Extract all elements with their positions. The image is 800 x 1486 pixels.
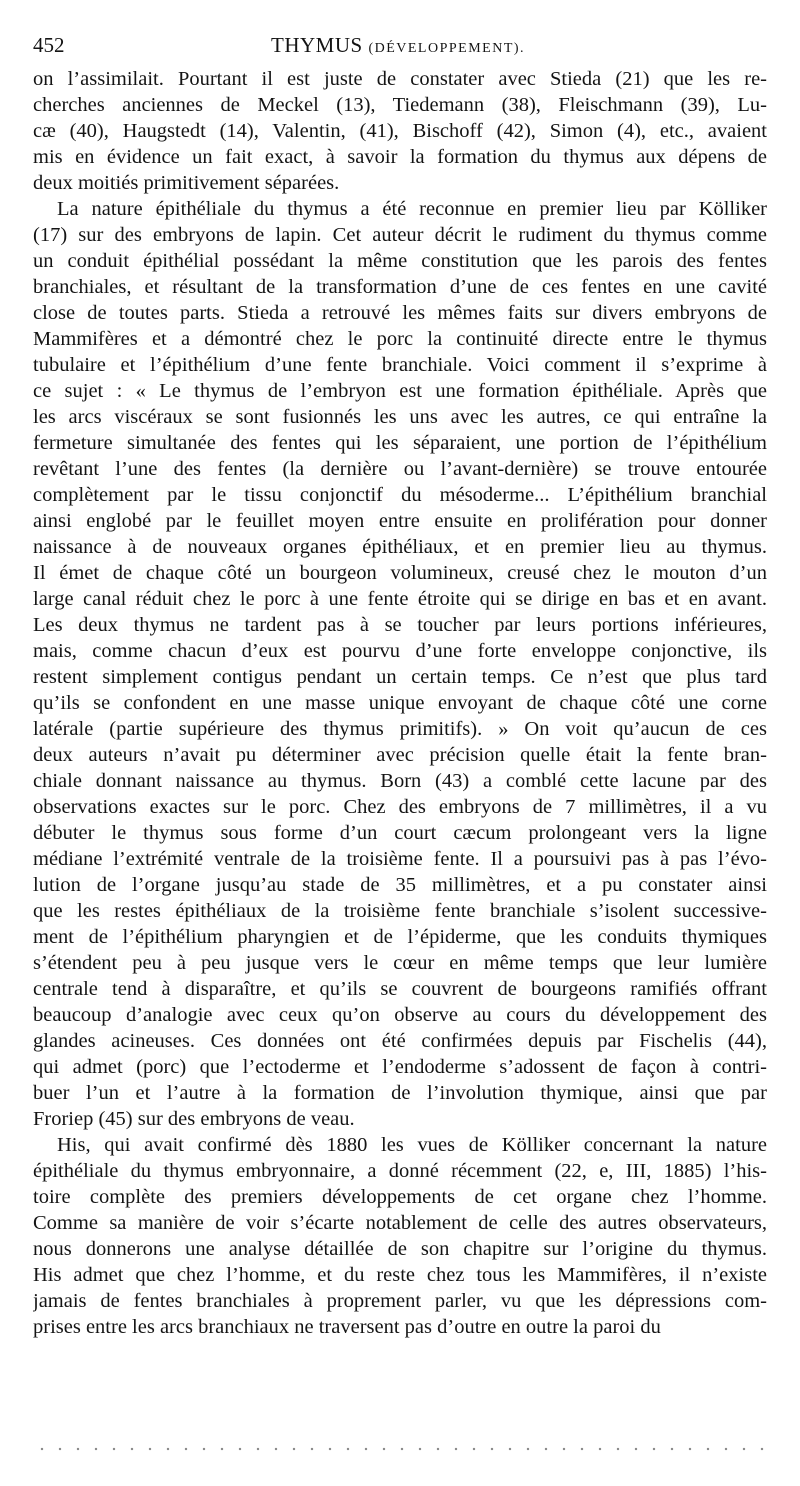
text-line: revêtant l’une des fentes (la dernière ou l’avant-dernière) se trouve entourée: [33, 458, 767, 480]
text-line: médiane l’extrémité ventrale de la troisième fente. Il a poursuivi pas à pas l’évo-: [33, 848, 767, 870]
text-line: glandes acineuses. Ces données ont été confirmées depuis par Fischelis (44),: [33, 1030, 767, 1052]
text-line: (17) sur des embryons de lapin. Cet auteur décrit le rudiment du thymus comme: [33, 224, 767, 246]
text-line: observations exactes sur le porc. Chez des embryons de 7 millimètres, il a vu: [33, 796, 767, 818]
text-line: prises entre les arcs branchiaux ne traversent pas d’outre en outre la paroi du: [33, 1316, 661, 1338]
text-line: branchiales, et résultant de la transformation d’une de ces fentes en une cavité: [33, 276, 767, 298]
text-line: His, qui avait confirmé dès 1880 les vues de Kölliker concernant la nature: [57, 1134, 767, 1156]
text-line: mais, comme chacun d’eux est pourvu d’une forte enveloppe conjonctive, ils: [33, 640, 767, 662]
document-page: [33, 30, 767, 1340]
body-text: [33, 66, 767, 1340]
text-line: large canal réduit chez le porc à une fente étroite qui se dirige en bas et en avant.: [33, 588, 767, 610]
text-line: on l’assimilait. Pourtant il est juste de constater avec Stieda (21) que les re-: [33, 68, 767, 90]
text-line: La nature épithéliale du thymus a été reconnue en premier lieu par Kölliker: [57, 198, 767, 220]
text-line: cæ (40), Haugstedt (14), Valentin, (41), Bischoff (42), Simon (4), etc., avaient: [33, 120, 767, 142]
footer-dot-rule: [33, 1444, 767, 1454]
text-line: qui admet (porc) que l’ectoderme et l’endoderme s’adossent de façon à contri-: [33, 1056, 767, 1078]
text-line: débuter le thymus sous forme d’un court cæcum prolongeant vers la ligne: [33, 822, 767, 844]
text-line: ment de l’épithélium pharyngien et de l’épiderme, que les conduits thymiques: [33, 926, 767, 948]
text-line: tubulaire et l’épithélium d’une fente branchiale. Voici comment il s’exprime à: [33, 354, 767, 376]
text-line: jamais de fentes branchiales à proprement parler, vu que les dépressions com-: [33, 1290, 767, 1312]
text-line: deux moitiés primitivement séparées.: [33, 172, 340, 194]
text-line: mis en évidence un fait exact, à savoir la formation du thymus aux dépens de: [33, 146, 767, 168]
text-line: toire complète des premiers développements de cet organe chez l’homme.: [33, 1186, 767, 1208]
text-line: Il émet de chaque côté un bourgeon volumineux, creusé chez le mouton d’un: [33, 562, 767, 584]
text-line: Froriep (45) sur des embryons de veau.: [33, 1108, 355, 1130]
text-line: lution de l’organe jusqu’au stade de 35 millimètres, et a pu constater ainsi: [33, 874, 767, 896]
text-line: que les restes épithéliaux de la troisième fente branchiale s’isolent successive-: [33, 900, 767, 922]
running-head-subtitle: (DÉVELOPPEMENT).: [368, 41, 526, 56]
text-line: Comme sa manière de voir s’écarte notablement de celle des autres observateurs,: [33, 1212, 767, 1234]
text-line: restent simplement contigus pendant un certain temps. Ce n’est que plus tard: [33, 666, 767, 688]
page-number: 452: [33, 33, 65, 57]
text-line: His admet que chez l’homme, et du reste chez tous les Mammifères, il n’existe: [33, 1264, 767, 1286]
text-line: les arcs viscéraux se sont fusionnés les uns avec les autres, ce qui entraîne la: [33, 406, 767, 428]
text-line: buer l’un et l’autre à la formation de l’involution thymique, ainsi que par: [33, 1082, 767, 1104]
text-line: ce sujet : « Le thymus de l’embryon est une formation épithéliale. Après que: [33, 380, 767, 402]
text-line: complètement par le tissu conjonctif du mésoderme... L’épithélium branchial: [33, 484, 767, 506]
running-head-title: THYMUS: [271, 33, 363, 57]
text-line: épithéliale du thymus embryonnaire, a donné récemment (22, e, III, 1885) l’his-: [33, 1160, 767, 1182]
text-line: fermeture simultanée des fentes qui les séparaient, une portion de l’épithélium: [33, 432, 767, 454]
text-line: latérale (partie supérieure des thymus primitifs). » On voit qu’aucun de ces: [33, 718, 767, 740]
page-header: [33, 30, 767, 60]
text-line: beaucoup d’analogie avec ceux qu’on observe au cours du développement des: [33, 1004, 767, 1026]
text-line: naissance à de nouveaux organes épithéliaux, et en premier lieu au thymus.: [33, 536, 767, 558]
text-line: deux auteurs n’avait pu déterminer avec précision quelle était la fente bran-: [33, 744, 767, 766]
text-line: chiale donnant naissance au thymus. Born (43) a comblé cette lacune par des: [33, 770, 767, 792]
text-line: centrale tend à disparaître, et qu’ils se couvrent de bourgeons ramifiés offrant: [33, 978, 767, 1000]
text-line: cherches anciennes de Meckel (13), Tiedemann (38), Fleischmann (39), Lu-: [33, 94, 767, 116]
text-line: close de toutes parts. Stieda a retrouvé les mêmes faits sur divers embryons de: [33, 302, 767, 324]
text-line: s’étendent peu à peu jusque vers le cœur en même temps que leur lumière: [33, 952, 767, 974]
text-line: un conduit épithélial possédant la même constitution que les parois des fentes: [33, 250, 767, 272]
text-line: Mammifères et a démontré chez le porc la continuité directe entre le thymus: [33, 328, 767, 350]
text-line: ainsi englobé par le feuillet moyen entre ensuite en prolifération pour donner: [33, 510, 767, 532]
text-line: nous donnerons une analyse détaillée de son chapitre sur l’origine du thymus.: [33, 1238, 767, 1260]
text-line: qu’ils se confondent en une masse unique envoyant de chaque côté une corne: [33, 692, 767, 714]
running-head: [271, 30, 525, 64]
text-line: Les deux thymus ne tardent pas à se toucher par leurs portions inférieures,: [33, 614, 767, 636]
